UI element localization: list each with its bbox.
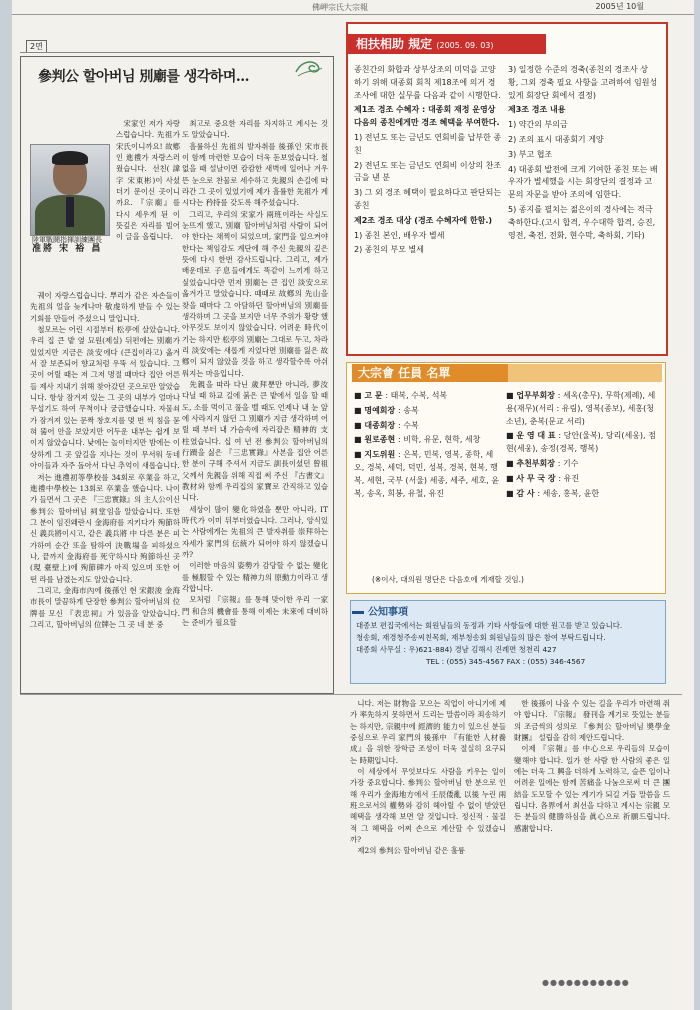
officer-names: : 기수 xyxy=(557,458,579,468)
newspaper-page xyxy=(12,0,694,1010)
rule-line: 2) 종친의 부모 별세 xyxy=(354,245,424,255)
rule-article-heading: 제2조 경조 대상 (경조 수혜자에 한함.) xyxy=(354,215,493,225)
article-column-2 xyxy=(182,118,328,688)
article-paragraph: 한 後孫이 나올 수 있는 길을 우리가 마련해 줘야 합니다. 『宗報』 發刊을 계기로 뜻있는 분들의 조금씩의 성의로 『參判公 할아버님 奬學金 財團』 설립을 감히 제안드립니다. xyxy=(514,699,670,743)
article-paragraph: 저는 進禮初等學校를 34회로 卒業을 하고, 進禮中學校는 13회로 卒業을 했습니다. 나이가 들면서 그 곳은 『三忠實錄』의 主人公이신 參判公 할아버님 祠堂임을 알았습니다. 또한 그 분이 임진왜란시 金海府를 지키다가 殉節하신 義兵將이시고, 같은 義兵將 中 다른 분은 피가하여 순간 또을 탐하여 決戰場을 피하셨으나, 끝까지 金海府를 死守하시다 殉節하신 곳(現 臺壁上)에 殉節碑가 아직 있으며 또한 어떤 라를 남겼는지도 알았습니다. xyxy=(30,472,180,584)
rule-line: 2) 전년도 또는 금년도 연회비 이상의 찬조금을 낸 분 xyxy=(354,160,502,183)
officer-names: : 태복, 수복, 석복 xyxy=(385,391,448,400)
author-name: 准將 宋 裕 昌 xyxy=(32,244,103,254)
officer-names: : 비학, 유문, 현학, 세창 xyxy=(398,435,481,445)
article-paragraph: 궤이 자랑스럽습니다. 뿌리가 같은 자손들이 先祖의 얼을 늦게나마 敬虔하게 받들 수 있는 기회를 만들어 주셨으니 말입니다. xyxy=(30,291,180,323)
article-paragraph: 최고로 중요한 자리를 차지하고 계시는 것도 알았습니다. xyxy=(182,119,328,140)
officer-row xyxy=(354,449,500,500)
officer-role: ■ 감 사 xyxy=(506,488,538,498)
officer-names: : 송복 xyxy=(398,405,419,415)
officer-row xyxy=(506,458,660,471)
officer-row xyxy=(506,390,660,428)
officer-role: ■ 고 문 xyxy=(354,391,386,400)
article-column-4 xyxy=(514,698,670,974)
rule-line: 종친간의 화합과 상부상조의 미덕을 고양하기 위해 대종회 회칙 제18조에 의거 경조사에 대한 실무를 다음과 같이 시행한다. xyxy=(354,65,501,100)
rules-header xyxy=(348,34,546,54)
officer-role: ■ 원로종현 xyxy=(354,435,399,445)
notice-title: 公知事項 xyxy=(368,607,408,618)
article-column-1 xyxy=(30,290,180,688)
article-title: 參判公 할아버님 別廟를 생각하며... xyxy=(38,69,249,85)
article-paragraph: 모처럼 『宗報』를 통해 맞이한 우리 一家門 和合의 機會를 통해 이제는 未來에 대비하는 준비가 필요할 xyxy=(182,595,328,628)
officer-role: ■ 운 영 대 표 xyxy=(506,431,559,441)
article-paragraph: 先親을 따라 다닌 歲拜뿐만 아니라, 夢汝 다닐 때 하교 길에 붉은 큰 밭에서 일을 할 때도, 소를 먹이고 풀을 벨 때도 언제나 내 눈 앞에 사라지지 않던 그 別廟가 지금 생각하며 어릴 때 부터 내 가슴속에 자리잡은 精神的 支柱였습니다. 십 여 년 전 參判公 할아버님의 行蹟을 싫은 『三忠實錄』사본을 집안 어른 한 분이 구해 주셔서 지금도 訓長이셨던 曾祖父께서 先親을 위해 직접 써 주신 『古書文』教材와 함께 우리집의 家寶로 간직하고 있습니다. xyxy=(182,379,328,503)
article-column-3 xyxy=(350,698,506,992)
article-paragraph: 니다. 저는 財物을 모으는 직업이 아니기에 제가 率先하지 못하면서 드리는 말씀이라 죄송하기는 하지만, 宗親中에 經濟的 能力이 있으신 분들 중심으로 우리 家門의 後孫中 『有能한 人材養成』을 위한 장학금 조성이 더욱 절실히 요구되는 時期입니다. xyxy=(350,699,506,765)
rule-line: 1) 종친 본인, 배우자 별세 xyxy=(354,230,445,240)
footer-ornament: ●●●●●●●●●●● xyxy=(542,978,630,987)
officer-role: ■ 사 무 국 장 xyxy=(506,473,559,483)
article-paragraph: 그리고, 우리의 宋家가 兩班이라는 사실도 눈뜨게 했고, 別廟 할아버님처럼 사람이 되어야 한다는 채찍이 되었으며, 家門을 일으켜야 한다는 책임감도 계단에 해 주신 先親의 깊은 뜻에 다시 한번 감사드립니다. 그리고, 제가 배운데로 子息들에게도 똑같이 느끼게 하고 싶었습니다만 먼저 別廟는 큰 집인 淡安으로 옮겨가고 말았습니다. 때때로 故鄕의 先山을 찾을 때마다 그 아담하던 할아버님의 別廟를 생각하며 그 곳을 보지만 너무 주위가 황량 했 아무것도 보이지 않았습니다. 어려운 時代이기는 하지만 松亭의 別廟는 그대로 두고, 차라리 淡安에는 새롭게 지었다면 別廟를 잃은 故鄕이 되지 않았을 것을 하고 생각할수록 아쉬워지는 마음입니다. xyxy=(182,209,328,378)
notice-body xyxy=(356,620,660,680)
rule-line: 3) 그 외 경조 혜택이 필요하다고 판단되는 종친 xyxy=(354,188,502,210)
issue-date: 2005년 10월 xyxy=(595,2,644,11)
article-column-1-top xyxy=(116,118,180,288)
officer-role: ■ 지도위원 xyxy=(354,450,399,460)
officer-row xyxy=(506,473,660,486)
officer-names: : 당안(울복), 당리(세웅), 점현(세웅), 송정(경복, 행복) xyxy=(506,431,656,454)
article-paragraph: 이러한 마음의 姿勢가 감당할 수 없는 變化를 極服할 수 있는 精神力의 原動力이라고 생각합니다. xyxy=(182,561,328,594)
article-paragraph: 그리고, 金海市內에 後孫인 현 宋銀浚 金海市長이 말끔하게 단장한 參判公 할아버님의 位牌를 모신 『表忠祠』가 있음을 알았습니다. 그리고, 할아버님의 位牌는 그 곳 네 분 중 xyxy=(30,585,180,629)
masthead-title: 佛岬宗氏大宗報 xyxy=(312,3,368,12)
officer-names: : 은복, 민복, 영복, 종학, 세오, 경복, 세덕, 덕민, 성복, 경복, 현복, 행복, 세현, 국부 (서울) 세종, 세주, 세호, 윤복, 송옥, 희봉, 유철, 유진 xyxy=(354,450,499,498)
officers-header-band xyxy=(508,364,662,382)
article-paragraph: 철모르는 어린 시절부터 松亭에 살았습니다. 우리 집 큰 밭 옆 묘원(제실) 뒤편에는 別廟가 있었지만 지금은 淡安에다 (큰집이라고) 옮겨서 잘 보존되어 향교처럼 우뚝 서 있습니다. 그 곳이 어릴 때는 저 그저 명절 때마다 집안 어른들 제사 지내기 위해 찾아갔던 곳으로만 알았습니다. 항상 잠겨져 있는 그 곳의 내부가 얼마나 무섭기도 하여 무척이나 궁금했습니다. 자물쇠가 잠겨져 있는 문짝 창호지를 몇 번 씩 침을 묻혀 뚫어 안을 보았지만 어두운 내부는 쉽게 보이지 않았습니다. 낮에는 놀이터지만 밤에는 이상하게 그 곳 앞길을 지나는 것이 무서워 동네 아이들과 자주 돌아서 다닌 추억이 새롭습니다. xyxy=(30,325,180,471)
officer-row xyxy=(354,390,500,403)
officer-role: ■ 업무부회장 xyxy=(506,391,558,400)
rules-left-column xyxy=(354,64,502,348)
officer-row xyxy=(354,434,500,447)
rule-line: 4) 대종회 발전에 크게 기여한 종친 또는 배우자가 별세했을 시는 회장단의 결정과 고문의 자문을 받아 조의에 임한다. xyxy=(508,164,658,200)
officer-row xyxy=(354,420,500,433)
officer-names: : 수복 xyxy=(398,420,419,430)
officers-header: 大宗會 任員 名單 xyxy=(352,364,508,382)
rule-line: 5) 종지를 펼치는 젊은이의 경사에는 적극 축하한다.(고시 합격, 우수대학 합격, 승진, 영전, 축전, 전화, 현수막, 축하회, 기타) xyxy=(508,204,656,240)
officers-right-column xyxy=(506,390,660,570)
rule-line: 2) 조의 표시 대종회기 게양 xyxy=(508,134,604,144)
author-photo xyxy=(30,144,110,236)
rules-right-column xyxy=(508,64,658,348)
officer-role: ■ 대종회장 xyxy=(354,420,399,430)
rule-article-heading: 제1조 경조 수혜자 : 대종회 재정 운영상 다음의 종친에게만 경조 혜택을 부여한다. xyxy=(354,105,500,128)
article-paragraph: 세상이 많이 變化하였을 뿐만 아니라, IT 時代가 이미 뒤부터였습니다. 그러나, 앙식있는 사람에게는 先祖의 큰 발자취를 崇拜하는 자세가 家門의 伝統가 되어야 하지 않겠습니까? xyxy=(182,504,328,560)
article-paragraph: 宋家인 저가 자랑스럽습니다. 先祖가 宋氏이니까요! 故鄕인 進禮가 자랑스러웠습니다. 선친(諱字 宋東彬)이 사셨더기 문이신 곳이니까요. 『宗廟』를 다시 세우게 된 이 뜻깊은 자리를 빌어 이 글을 올립니다. xyxy=(116,119,180,242)
article-paragraph: 제2의 參判公 할아버님 같은 훌륭 xyxy=(357,846,466,856)
officer-row xyxy=(506,488,660,501)
officer-names: : 유진 xyxy=(558,473,580,483)
rules-title: 相扶相助 規定 xyxy=(356,37,433,51)
notice-line: 대종회 사무실 : 우)621-884) 경남 김해시 진례면 청천리 427 xyxy=(356,645,557,654)
swirl-ornament-icon xyxy=(294,56,324,78)
rule-line: 3) 일정한 수준의 경축(종친의 경조사 상황, 그외 경축 필요 사항을 고려하여 임원성 있게 회장단 회에서 결정) xyxy=(508,65,658,100)
rules-date: (2005. 09. 03) xyxy=(436,41,494,50)
officer-role: ■ 명예회장 xyxy=(354,405,399,415)
notice-line: TEL : (055) 345-4567 FAX : (055) 346-4567 xyxy=(426,657,586,666)
rule-line: 3) 부고 협조 xyxy=(508,149,553,159)
masthead xyxy=(12,0,694,15)
article-paragraph: 이 세상에서 무엇보다도 사람을 키우는 일이 가장 중요합니다. 參判公 할아버님 한 분으로 인해 우리가 金海地方에서 壬辰倭亂 以後 누린 兩班으로서의 權勢와 감히 헤아릴 수 없이 받았던 혜택을 생각해 보면 알 것입니다. 정신적 · 물질적 그 혜택을 어찌 손으로 계산할 수 있겠습니까? xyxy=(350,767,506,845)
notice-line: 대종보 편집국에서는 회원님들의 동정과 기타 사항들에 대한 원고를 받고 있습니다. xyxy=(356,621,623,630)
officer-row xyxy=(354,405,500,418)
rule-article-heading: 제3조 경조 내용 xyxy=(508,105,566,115)
author-position: 陸軍戰鬪指揮訓練團長 xyxy=(32,236,102,244)
officers-note: (※이사, 대의원 명단은 다음호에 게재할 것임.) xyxy=(372,575,524,584)
divider xyxy=(20,694,682,695)
article-paragraph: 흘률하신 先祖의 발자취를 後孫인 宋市長이 함께 마련한 모습이 더욱 돋보였습니다. 철없을 때 설날이면 캄캄한 새벽에 일어나 겨우 뜬 눈으로 찬물로 세수하고 先親의 손길에 따라간 그 곳이 있었기에 제가 흘률한 先祖가 계시다는 矜持를 갖도록 해주셨습니다. xyxy=(182,141,328,208)
rule-line: 1) 전년도 또는 금년도 연회비를 납부한 종친 xyxy=(354,132,502,155)
rule-line: 1) 약간의 부의금 xyxy=(508,120,568,130)
notice-line: 청송회, 재경청주송씨친목회, 재부청송회 회원님들의 많은 참여 부탁드립니다. xyxy=(356,633,606,642)
officers-left-column xyxy=(354,390,500,570)
officer-row xyxy=(506,430,660,456)
officer-role: ■ 추천부회장 xyxy=(506,458,558,468)
officer-names: : 세옥(총무), 무학(제례), 세용(재무)(서리 : 유림), 영복(종보), 세홍(청소년), 춘복(문교 서리) xyxy=(506,391,656,426)
article-paragraph: 이제 『宗報』를 中心으로 우리들의 모습이 變해야 합니다. 일가 한 사람 한 사람의 좋은 일에는 더욱 그 興을 더하게 노력하고, 슬픈 일이나 어려운 일에는 함께 苦痛을 나눔으로써 더 큰 團結을 도모할 수 있는 계기가 되길 거듭 말씀을 드립니다. 各界에서 최선을 다하고 계시는 宗親 모든 분들의 健勝하심을 眞心으로 祈願드립니다. 感謝합니다. xyxy=(514,744,670,833)
divider xyxy=(20,52,320,53)
page-number: 2면 xyxy=(26,40,47,53)
author-caption xyxy=(32,236,112,254)
notice-header xyxy=(352,603,532,617)
officer-names: : 세송, 홍복, 윤한 xyxy=(537,488,600,498)
